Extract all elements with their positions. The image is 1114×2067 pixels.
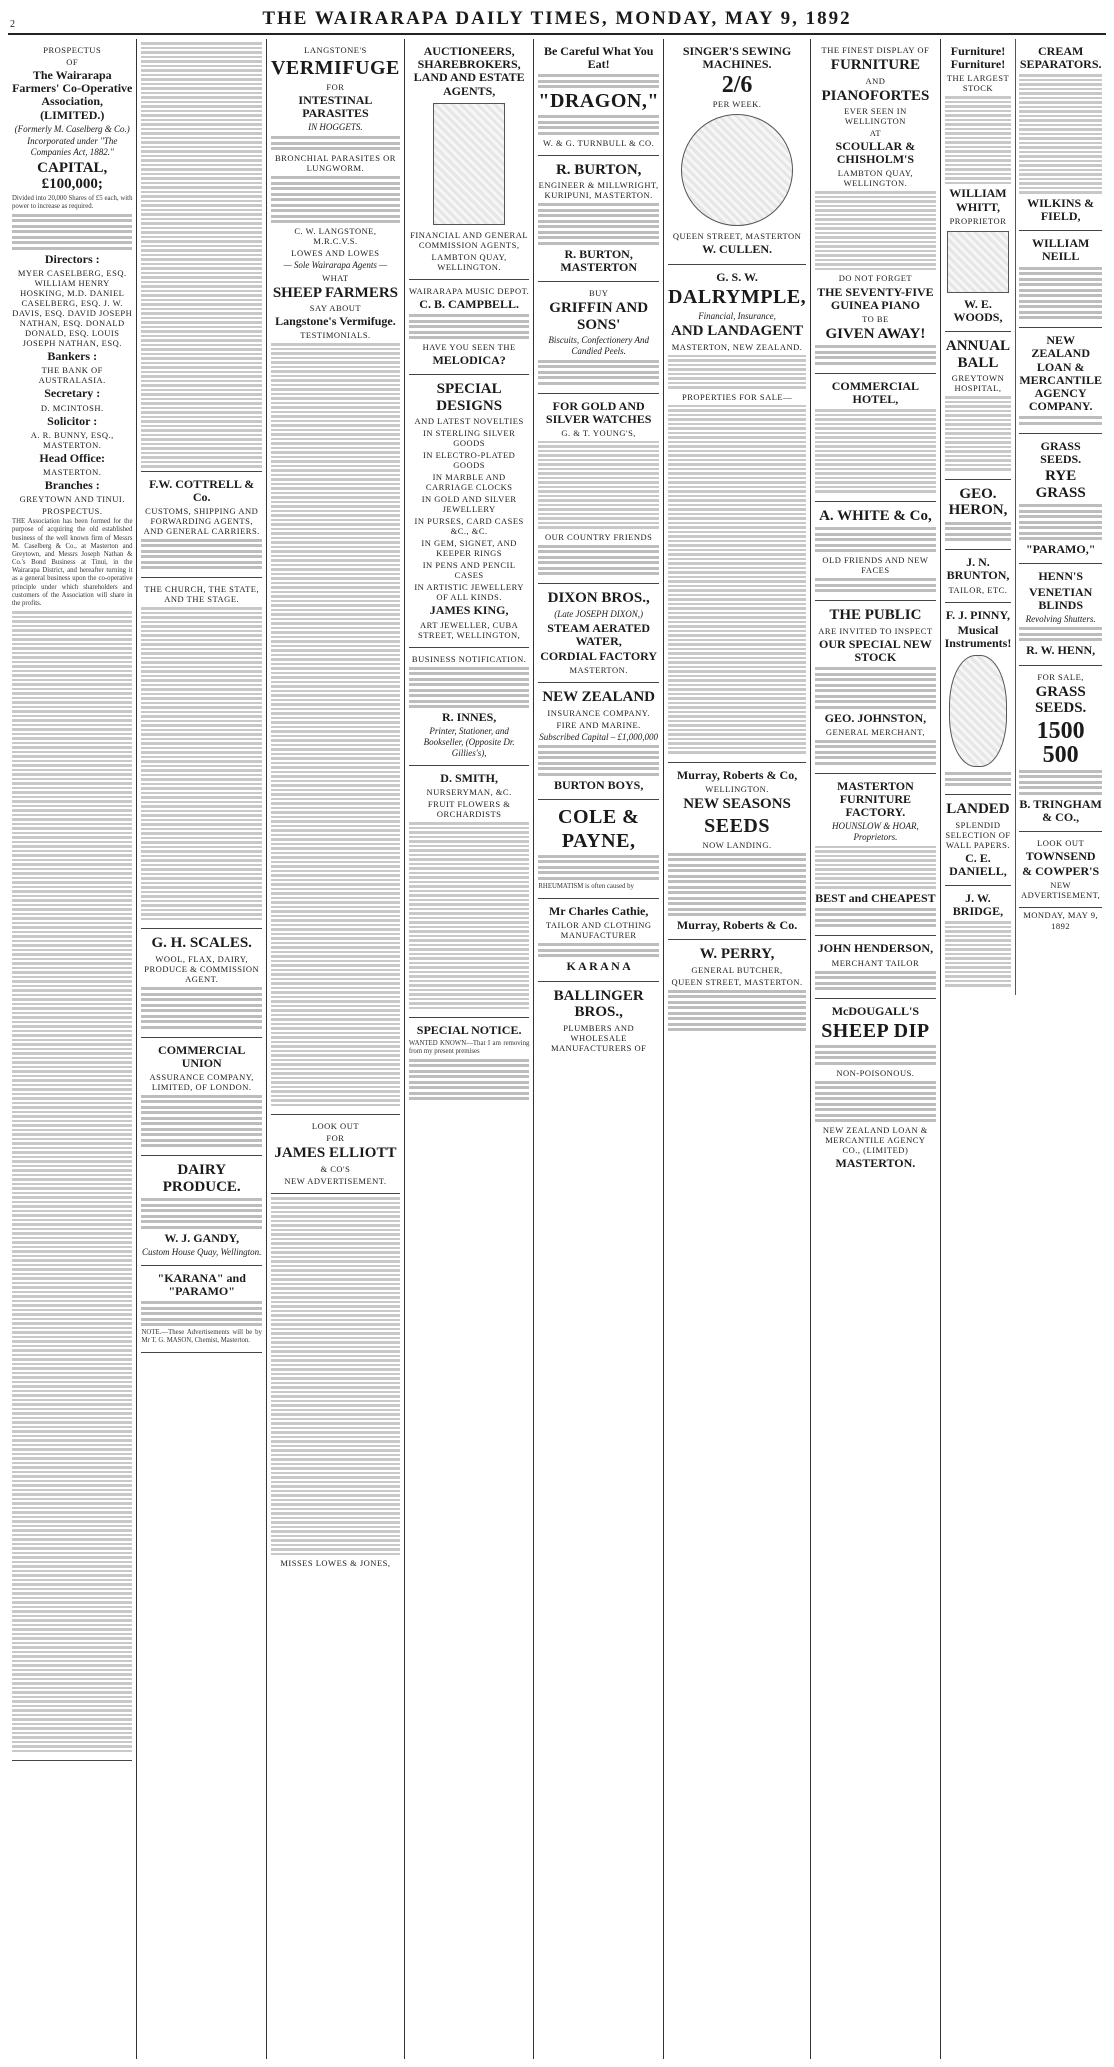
gandy-sub: Custom House Quay, Wellington. (142, 1247, 262, 1258)
townsend-ad (1019, 832, 1102, 908)
what-label: WHAT (322, 272, 349, 283)
business-notification: BUSINESS NOTIFICATION. (411, 653, 527, 664)
johnston-sub: GENERAL MERCHANT, (825, 726, 925, 737)
music-depot: WAIRARAPA MUSIC DEPOT. (408, 285, 530, 296)
burton-footer: R. BURTON, MASTERTON (560, 246, 638, 275)
karana-mark: K A R A N A (566, 959, 631, 974)
prospectus-label: PROSPECTUS (43, 45, 102, 55)
dixon-town: MASTERTON. (569, 665, 628, 676)
dixon-name: DIXON BROS., (547, 590, 650, 607)
dalrymple-name: DALRYMPLE, (667, 285, 807, 308)
venetian-blinds: VENETIAN BLINDS (1028, 584, 1093, 612)
dragon-ad (538, 39, 659, 156)
dixon-ad (538, 584, 659, 683)
branches-heading: Branches : (44, 478, 100, 493)
bridge-name: J. W. BRIDGE, (952, 891, 1004, 919)
vermifuge-for: FOR (326, 82, 345, 93)
properties-sale: PROPERTIES FOR SALE— (682, 391, 793, 402)
directors-heading: Directors : (44, 251, 100, 266)
murray-town: WELLINGTON. (705, 784, 769, 795)
grass-sale-ad (1019, 666, 1102, 832)
latest-novelties: AND LATEST NOVELTIES (414, 416, 524, 427)
special-stock: OUR SPECIAL NEW STOCK (819, 636, 932, 664)
neill-ad (1019, 231, 1102, 328)
landed: LANDED (946, 801, 1010, 818)
look-out-2: LOOK OUT (1037, 838, 1085, 849)
pianofortes-word: PIANOFORTES (821, 87, 930, 104)
smith-name: D. SMITH, (440, 771, 498, 786)
karana-ad (141, 1266, 261, 1354)
qty-500: 500 (1042, 741, 1079, 768)
burton-ad (538, 156, 659, 282)
griffin-buy: BUY (588, 288, 609, 299)
langstone-vermifuge: Langstone's Vermifuge. (275, 314, 396, 329)
now-landing: NOW LANDING. (702, 839, 772, 850)
artistic-jewellery: IN ARTISTIC JEWELLERY OF ALL KINDS. (414, 582, 524, 603)
loan-agency-ad (1019, 328, 1102, 434)
cottrell-ad (141, 471, 261, 579)
capital-text: Divided into 20,000 Shares of £5 each, with power to increase as required. (12, 194, 133, 210)
footer-date: MONDAY, MAY 9, 1892 (1023, 910, 1099, 931)
cordial-factory: CORDIAL FACTORY (540, 648, 658, 663)
revolving-shutters: Revolving Shutters. (1025, 613, 1096, 624)
cole-payne-ad (538, 800, 659, 899)
special-designs-ad (409, 375, 529, 647)
largest-stock: THE LARGEST STOCK (946, 73, 1010, 94)
scales-sub: WOOL, FLAX, DAIRY, PRODUCE & COMMISSION AGENT. (144, 953, 260, 984)
henderson-ad (815, 936, 935, 999)
king-sub: ART JEWELLER, CUBA STREET, WELLINGTON, (418, 619, 521, 640)
directors-list: MYER CASELBERG, ESQ. WILLIAM HENRY HOSKING, M.D. DANIEL CASELBERG, ESQ. J. W. DAVIS, ESQ. DAVID JOSEPH NATHAN, ESQ. DONALD DONALD, ESQ. LOUIS JOSEPH NATHAN, ESQ. (12, 268, 133, 349)
say-about: SAY ABOUT (309, 303, 362, 314)
grass-seeds-ad (1019, 434, 1102, 565)
secretary-heading: Secretary : (44, 386, 101, 401)
scoullar-name: SCOULLAR & CHISHOLM'S (835, 139, 916, 167)
heron-ad (945, 480, 1012, 551)
dragon-brand: "DRAGON," (538, 90, 659, 113)
page-number: 2 (10, 19, 15, 30)
commercial-union-ad (141, 1038, 261, 1157)
sheep-dip: SHEEP DIP (821, 1020, 930, 1043)
special-designs: SPECIAL DESIGNS (436, 381, 503, 414)
testimonials-label: TESTIMONIALS. (300, 330, 371, 341)
perry-street: QUEEN STREET, MASTERTON. (671, 976, 803, 987)
pens: IN PENS AND PENCIL CASES (422, 560, 516, 581)
townsend-name: TOWNSEND (1025, 849, 1096, 864)
cottrell-name: F.W. COTTRELL & Co. (149, 476, 255, 504)
new-seasons: NEW SEASONS (683, 796, 791, 813)
of-label: OF (66, 57, 79, 68)
cathie-ad (538, 899, 659, 981)
daniell-name: C. E. DANIELL, (949, 850, 1007, 878)
column-7 (811, 39, 940, 2059)
new-advertisement: NEW ADVERTISEMENT. (284, 1175, 387, 1186)
office-name: MASTERTON. (43, 467, 102, 478)
neill-name: WILLIAM NEILL (1031, 236, 1090, 264)
musical-instruments: Musical Instruments! (944, 622, 1012, 650)
col8-left (945, 39, 1012, 995)
aerated-water: STEAM AERATED WATER, (547, 620, 651, 648)
secretary-name: D. MCINTOSH. (40, 402, 104, 413)
dixon-sub: (Late JOSEPH DIXON,) (554, 608, 644, 619)
prospectus-ad (12, 39, 132, 1761)
hayes-name: MISSES LOWES & JONES, (280, 1558, 391, 1568)
special-notice-ad (409, 1018, 529, 1108)
ever-seen: EVER SEEN IN WELLINGTON (844, 106, 907, 127)
vermifuge-sub: INTESTINAL PARASITES (298, 93, 373, 121)
seventy-five-guinea: THE SEVENTY-FIVE GUINEA PIANO (817, 284, 934, 312)
sewing-machine-illustration (681, 114, 793, 226)
finest-display: THE FINEST DISPLAY OF (821, 45, 930, 55)
scales-name: G. H. SCALES. (151, 935, 252, 952)
perry-name: W. PERRY, (699, 946, 775, 963)
innes-ad (409, 648, 529, 767)
wanted-known: WANTED KNOWN—That I am removing from my present premises (408, 1039, 530, 1055)
bankers-heading: Bankers : (47, 349, 98, 364)
white-name: A. WHITE & Co, (819, 507, 932, 524)
do-not-forget: DO NOT FORGET (838, 273, 913, 284)
turnbull-name: W. & G. TURNBULL & CO. (543, 137, 655, 148)
furniture-factory-ad (815, 774, 935, 936)
column-6 (664, 39, 811, 2059)
association-name: The Wairarapa Farmers' Co-Operative Association, (LIMITED.) (12, 68, 133, 122)
prospectus-body: THE Association has been formed for the purpose of acquiring the old established business of the well known firm of Messrs M. Caselberg & Co., at Masterton and Greytown, and Messrs Joseph Nathan & Co.'s Bond Business at Tinui, in the Wairarapa District, and hereafter turning it as a general business upon the co-operative principle under which shareholders and customers of the Association will share in the profits. (12, 518, 133, 607)
masthead (8, 6, 1106, 35)
bronchial-text: BRONCHIAL PARASITES OR LUNGWORM. (274, 153, 396, 174)
dalrymple-gsw: G. S. W. (716, 269, 758, 284)
be-careful: Be Careful What You Eat! (543, 44, 654, 72)
sheep-farmers: SHEEP FARMERS (272, 284, 398, 301)
wallpaper-ad (945, 795, 1012, 886)
dairy-heading: DAIRY PRODUCE. (162, 1162, 241, 1195)
innes-name: R. INNES, (441, 710, 497, 725)
sheep-dip-ad (815, 999, 935, 1177)
karana-note: NOTE.—These Advertisements will be by Mr T. G. MASON, Chemist, Masterton. (141, 1329, 262, 1345)
ballinger-name: BALLINGER BROS., (553, 987, 644, 1021)
singer-title: SINGER'S SEWING MACHINES. (682, 44, 792, 72)
mcdougall-name: McDOUGALL'S (831, 1004, 920, 1019)
payne-name: PAYNE, (561, 829, 636, 852)
union-sub: ASSURANCE COMPANY, LIMITED, OF LONDON. (149, 1071, 254, 1092)
grass-seeds: GRASS SEEDS. (1040, 438, 1082, 466)
cathie-name: Mr Charles Cathie, (548, 904, 649, 919)
watches-ad (538, 394, 659, 585)
pinny-ad (945, 603, 1012, 796)
new-adv-2: NEW ADVERTISEMENT, (1021, 880, 1101, 901)
henderson-name: JOHN HENDERSON, (817, 941, 934, 956)
innes-sub: Printer, Stationer, and Bookseller, (Opposite Dr. Gillies's), (423, 726, 515, 758)
formerly-text: (Formerly M. Caselberg & Co.) (14, 123, 130, 134)
cullen-name: W. CULLEN. (702, 242, 773, 257)
column-2 (137, 39, 266, 2059)
tringham-name: B. TRINGHAM & CO., (1019, 796, 1102, 824)
invited: ARE INVITED TO INSPECT (818, 625, 933, 636)
hounslow-hoar: HOUNSLOW & HOAR, Proprietors. (832, 821, 919, 843)
landagent: AND LANDAGENT (671, 323, 804, 340)
for-sale: FOR SALE, (1037, 671, 1084, 682)
greytown-hospital: GREYTOWN HOSPITAL, (951, 373, 1005, 394)
in-hoggets: IN HOGGETS. (308, 122, 363, 133)
church-ad (141, 578, 261, 929)
sterling-silver: IN STERLING SILVER GOODS (423, 428, 516, 449)
country-friends: OUR COUNTRY FRIENDS (544, 531, 653, 542)
wilkins-name: WILKINS & FIELD, (1027, 195, 1095, 224)
cream-ad (1019, 39, 1102, 231)
elliott-ad (271, 1115, 400, 1194)
solicitor-name: A. R. BUNNY, ESQ., MASTERTON. (30, 429, 114, 450)
column-5 (534, 39, 664, 2059)
griffin-name: GRIFFIN AND SONS' (549, 300, 649, 333)
fruit-flowers: FRUIT FLOWERS & ORCHARDISTS (427, 799, 511, 820)
public-ad (815, 601, 935, 774)
queen-street: QUEEN STREET, MASTERTON (672, 231, 802, 242)
perry-ad (668, 940, 806, 1039)
murray-name: Murray, Roberts & Co, (676, 767, 798, 782)
bankers-name: THE BANK OF AUSTRALASIA. (38, 365, 106, 386)
burton-sub: ENGINEER & MILLWRIGHT, KURIPUNI, MASTERTON. (538, 180, 659, 201)
vermifuge-ad (271, 39, 400, 1115)
heron-name: GEO. HERON, (948, 485, 1008, 519)
commercial-hotel-ad (815, 374, 935, 502)
column-4 (405, 39, 534, 2059)
elliott-sub: & CO'S (320, 1163, 351, 1174)
look-out: LOOK OUT (311, 1121, 360, 1132)
lambton-quay: LAMBTON QUAY, WELLINGTON. (431, 251, 507, 272)
perry-sub: GENERAL BUTCHER, (691, 964, 783, 975)
dalrymple-sub: Financial, Insurance, (698, 310, 776, 321)
fire-marine: FIRE AND MARINE. (556, 719, 641, 730)
paramo-name: "PARAMO," (1025, 542, 1096, 557)
henn-name: HENN'S (1038, 569, 1083, 584)
bridge-ad (945, 886, 1012, 995)
solicitor-heading: Solicitor : (47, 413, 98, 428)
music-ad (409, 280, 529, 375)
electro-plated: IN ELECTRO-PLATED GOODS (422, 450, 516, 471)
cole-name: COLE & (558, 805, 640, 828)
per-week: PER WEEK. (712, 99, 762, 110)
purses: IN PURSES, CARD CASES &C., &C. (414, 516, 524, 537)
drummer-illustration (949, 655, 1008, 767)
murray-footer: Murray, Roberts & Co. (676, 918, 798, 933)
melodica: MELODICA? (432, 353, 506, 368)
brunton-name: J. N. BRUNTON, (946, 555, 1010, 583)
have-you-seen: HAVE YOU SEEN THE (422, 342, 516, 353)
nz-insurance-ad (538, 683, 659, 800)
financial-text: FINANCIAL AND GENERAL COMMISSION AGENTS, (410, 229, 529, 250)
whitt-proprietor: PROPRIETOR (949, 215, 1007, 226)
henn-ad (1019, 564, 1102, 665)
furniture-furniture: Furniture! Furniture! (950, 44, 1006, 72)
office-heading: Head Office: (39, 450, 106, 465)
subscribed-capital: Subscribed Capital – £1,000,000 (539, 731, 659, 742)
old-friends: OLD FRIENDS AND NEW FACES (822, 555, 929, 576)
annual-ball: ANNUAL BALL (945, 338, 1011, 371)
griffin-ad (538, 282, 659, 393)
dairy-ad (141, 1156, 261, 1265)
campbell-name: C. B. CAMPBELL. (419, 296, 519, 311)
gold-jewellery: IN GOLD AND SILVER JEWELLERY (421, 494, 517, 515)
johnston-name: GEO. JOHNSTON, (824, 710, 927, 725)
furniture-illustration (947, 231, 1009, 293)
nz-loan-agency: NEW ZEALAND LOAN & MERCANTILE AGENCY CO., (LIMITED) (822, 1125, 928, 1156)
to-be: TO BE (862, 313, 889, 324)
rheumatism-text: RHEUMATISM is often caused by (538, 882, 634, 890)
burton-boys: BURTON BOYS, (553, 777, 644, 792)
newspaper-title: THE WAIRARAPA DAILY TIMES, MONDAY, MAY 9, 1892 (262, 8, 852, 29)
for-label: FOR (326, 1133, 345, 1144)
brunton-sub: TAILOR, ETC. (948, 584, 1008, 595)
vermifuge-maker: LANGSTONE'S (304, 45, 367, 55)
loan-agency: NEW ZEALAND LOAN & MERCANTILE AGENCY COMPANY. (1019, 333, 1102, 414)
langstone-chemist: C. W. LANGSTONE, M.R.C.V.S. (294, 226, 377, 247)
prospectus-subhead: PROSPECTUS. (41, 506, 103, 517)
nz-insurance-sub: INSURANCE COMPANY. (547, 707, 650, 718)
auctioneers-title: AUCTIONEERS, SHAREBROKERS, LAND AND ESTATE AGENTS, (413, 44, 525, 98)
watches-heading: FOR GOLD AND SILVER WATCHES (545, 398, 652, 426)
elliott-name: JAMES ELLIOTT (274, 1145, 397, 1162)
column-8 (941, 39, 1106, 2059)
scoullar-ad (815, 39, 935, 374)
young-name: G. & T. YOUNG'S, (561, 427, 636, 438)
furniture-word: FURNITURE (830, 57, 920, 74)
burton-name: R. BURTON, (555, 161, 642, 178)
commercial-hotel: COMMERCIAL HOTEL, (831, 378, 920, 407)
smith-ad (409, 766, 529, 1018)
murray-ad (668, 763, 806, 940)
auctioneers-logo (433, 103, 505, 225)
at-word: AT (869, 128, 882, 139)
henderson-sub: MERCHANT TAILOR (831, 957, 920, 968)
sheep-dip-town: MASTERTON. (835, 1156, 916, 1171)
griffin-sub: Biscuits, Confectionery And Candied Peels. (548, 335, 649, 356)
cathie-sub: TAILOR AND CLOTHING MANUFACTURER (545, 920, 652, 941)
branches-name: GREYTOWN AND TINUI. (19, 494, 125, 505)
lowes-name: LOWES AND LOWES (291, 248, 380, 259)
nurseryman: NURSERYMAN, &C. (426, 787, 512, 798)
masterton-nz: MASTERTON, NEW ZEALAND. (671, 341, 803, 352)
auctioneers-ad (409, 39, 529, 280)
woods-name: W. E. WOODS, (953, 296, 1003, 324)
gem-rings: IN GEM, SIGNET, AND KEEPER RINGS (421, 538, 517, 559)
church-heading: THE CHURCH, THE STATE, AND THE STAGE. (144, 584, 260, 605)
ballinger-sub: PLUMBERS AND WHOLESALE MANUFACTURERS OF (550, 1022, 647, 1053)
qty-1500: 1500 (1036, 717, 1085, 744)
singer-ad (668, 39, 806, 265)
white-ad (815, 502, 935, 602)
nz-insurance-name: NEW ZEALAND (542, 689, 655, 706)
grass-seeds-2: GRASS SEEDS. (1035, 683, 1087, 717)
scales-ad (141, 929, 261, 1037)
the-public: THE PUBLIC (829, 607, 922, 624)
column-1 (8, 39, 137, 2059)
seeds: SEEDS (704, 814, 770, 837)
col8-split (945, 39, 1102, 995)
columns (8, 39, 1106, 2059)
non-poisonous: NON-POISONOUS. (836, 1067, 915, 1078)
furniture-factory: MASTERTON FURNITURE FACTORY. (837, 778, 914, 820)
sole-agents: — Sole Wairarapa Agents — (283, 260, 388, 271)
gandy-name: W. J. GANDY, (164, 1230, 240, 1245)
and-word: AND (865, 75, 886, 86)
singer-price: 2/6 (721, 72, 753, 99)
incorporated-text: Incorporated under "The Companies Act, 1882." (27, 136, 118, 157)
dalrymple-ad (668, 265, 806, 763)
capital-heading: CAPITAL, £100,000; (37, 159, 108, 193)
given-away: GIVEN AWAY! (825, 325, 926, 342)
cottrell-sub: CUSTOMS, SHIPPING AND FORWARDING AGENTS, AND GENERAL CARRIERS. (143, 505, 260, 536)
marble-clocks: IN MARBLE AND CARRIAGE CLOCKS (425, 472, 513, 493)
column-3 (267, 39, 405, 2059)
union-name: COMMERCIAL UNION (158, 1042, 246, 1070)
karana-name: "KARANA" and "PARAMO" (157, 1270, 246, 1298)
henn-footer: R. W. HENN, (1026, 643, 1096, 658)
whitt-ad (945, 39, 1012, 332)
col8-right (1015, 39, 1102, 995)
cream-separators: CREAM SEPARATORS. (1019, 44, 1102, 72)
king-name: JAMES KING, (429, 603, 509, 618)
best-cheapest: BEST and CHEAPEST (815, 890, 936, 905)
special-notice: SPECIAL NOTICE. (416, 1023, 522, 1038)
scoullar-address: LAMBTON QUAY, WELLINGTON. (837, 168, 914, 189)
wall-papers: SPLENDID SELECTION OF WALL PAPERS. (945, 819, 1011, 850)
brunton-ad (945, 550, 1012, 602)
cowper-name: & COWPER'S (1022, 864, 1100, 879)
pinny-name: F. J. PINNY, (945, 607, 1011, 622)
rye-grass: RYE GRASS (1035, 468, 1086, 501)
ballinger-ad (538, 982, 659, 1060)
whitt-name: WILLIAM WHITT, (949, 186, 1007, 214)
vermifuge-title: VERMIFUGE (270, 57, 400, 80)
annual-ball-ad (945, 332, 1012, 480)
